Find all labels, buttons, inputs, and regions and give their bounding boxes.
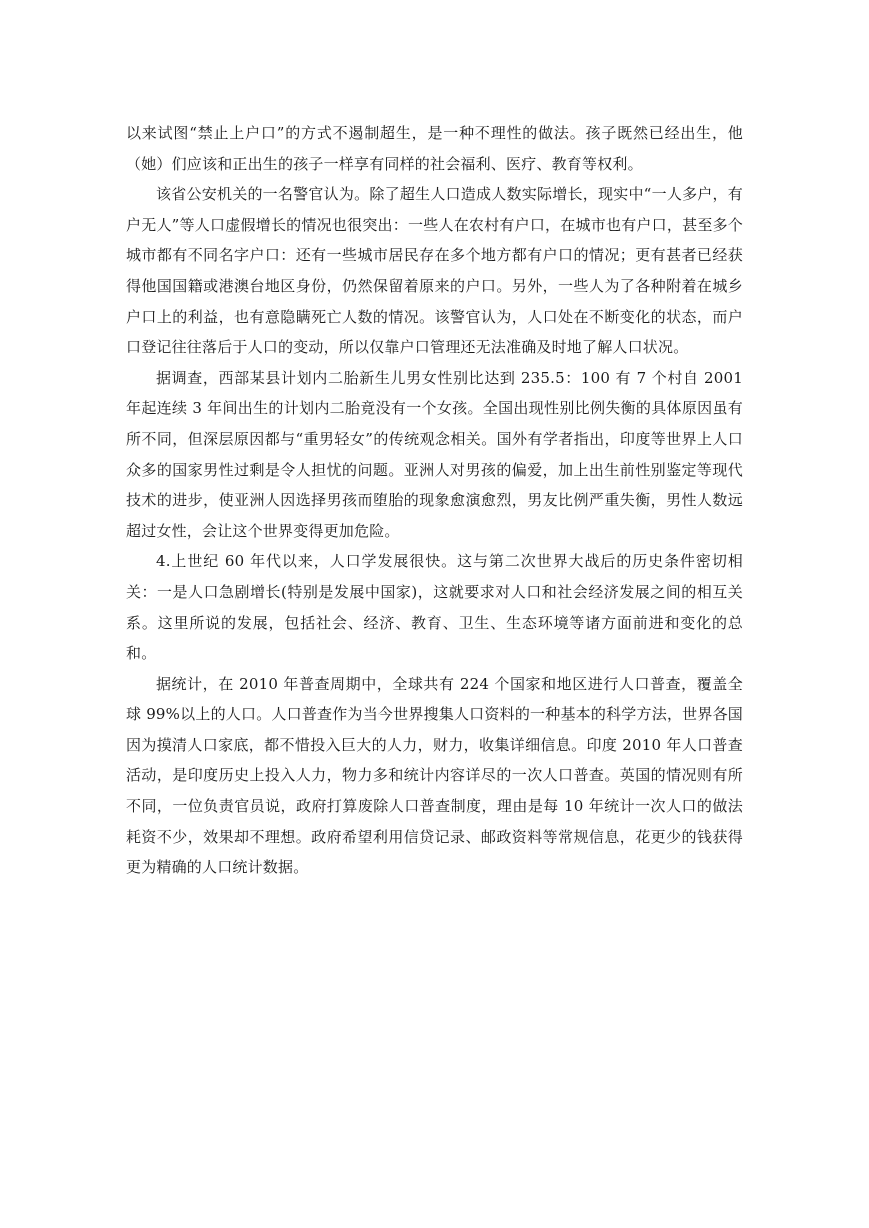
paragraph-demography-development: 4.上世纪 60 年代以来，人口学发展很快。这与第二次世界大战后的历史条件密切相关：一是人口急剧增长(特别是发展中国家)，这就要求对人口和社会经济发展之间的相互关系。这里所说的发展，包括社会、经济、教育、卫生、生态环境等诸方面前进和变化的总和。 bbox=[126, 552, 743, 663]
paragraph-census-statistics: 据统计，在 2010 年普查周期中，全球共有 224 个国家和地区进行人口普查，覆盖全球 99%以上的人口。人口普查作为当今世界搜集人口资料的一种基本的科学方法，世界各国因为摸清人口家底，都不惜投入巨大的人力，财力，收集详细信息。印度 2010 年人口普查活动，是印度历史上投入人力，物力多和统计内容详尽的一次人口普查。英国的情况则有所不同，一位负责官员说，政府打算废除人口普查制度，理由是每 10 年统计一次人口的做法耗资不少，效果却不理想。政府希望利用信贷记录、邮政资料等常规信息，花更少的钱获得更为精确的人口统计数据。 bbox=[126, 674, 743, 877]
paragraph-sex-ratio-survey: 据调查，西部某县计划内二胎新生儿男女性别比达到 235.5：100 有 7 个村自 2001 年起连续 3 年间出生的计划内二胎竟没有一个女孩。全国出现性别比例失衡的具体原因虽有所不同，但深层原因都与“重男轻女”的传统观念相关。国外有学者指出，印度等世界上人口众多的国家男性过剩是令人担忧的问题。亚洲人对男孩的偏爱，加上出生前性别鉴定等现代技术的进步，使亚洲人因选择男孩而堕胎的现象愈演愈烈，男友比例严重失衡，男性人数远超过女性，会让这个世界变得更加危险。 bbox=[126, 368, 743, 540]
paragraph-hukou-policy: 以来试图“禁止上户口”的方式不遏制超生，是一种不理性的做法。孩子既然已经出生，他（她）们应该和正出生的孩子一样享有同样的社会福利、医疗、教育等权利。 bbox=[126, 124, 743, 173]
paragraph-police-officer-view: 该省公安机关的一名警官认为。除了超生人口造成人数实际增长，现实中“一人多户，有户无人”等人口虚假增长的情况也很突出：一些人在农村有户口，在城市也有户口，甚至多个城市都有不同名字户口：还有一些城市居民存在多个地方都有户口的情况；更有甚者已经获得他国国籍或港澳台地区身份，仍然保留着原来的户口。另外，一些人为了各种附着在城乡户口上的利益，也有意隐瞒死亡人数的情况。该警官认为，人口处在不断变化的状态，而户口登记往往落后于人口的变动，所以仅靠户口管理还无法准确及时地了解人口状况。 bbox=[126, 185, 743, 357]
document-body bbox=[126, 118, 743, 883]
